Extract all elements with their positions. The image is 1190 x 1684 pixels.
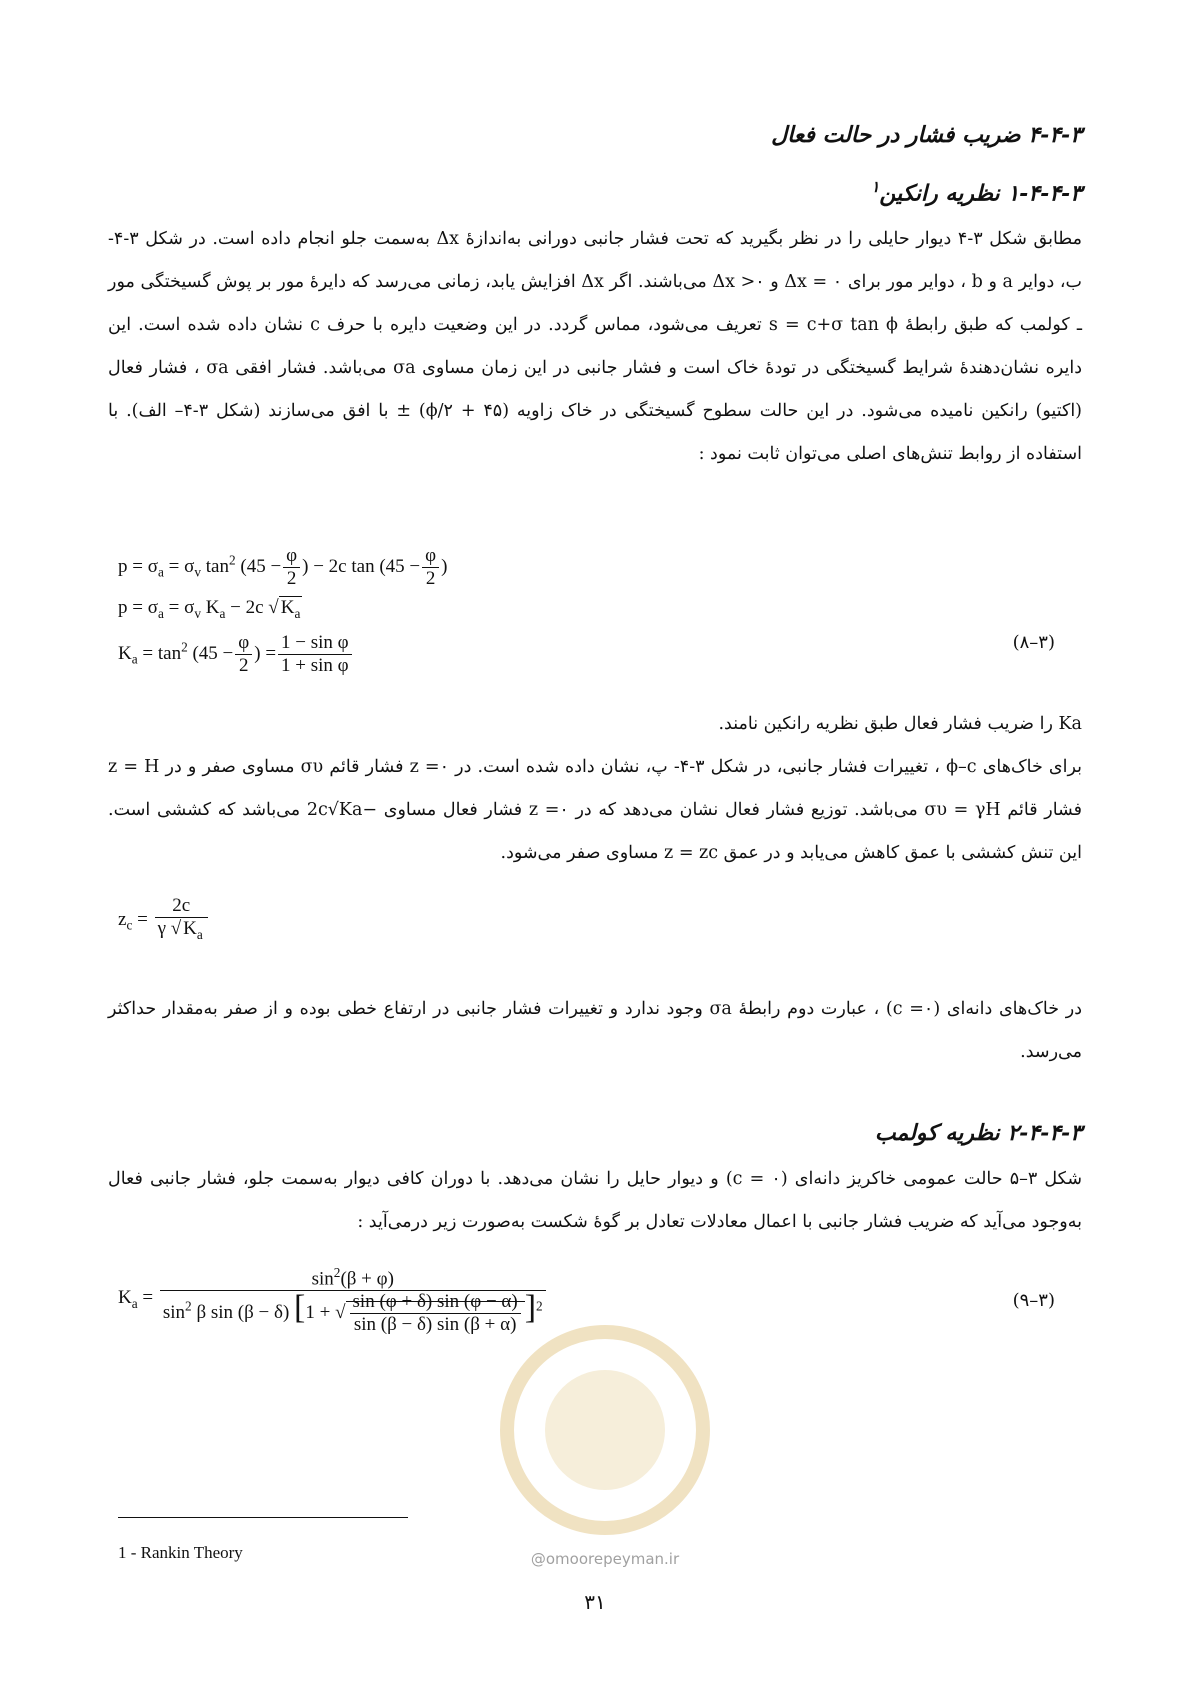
- subsection-heading-rankine: [871, 178, 1082, 206]
- equation-8-line1: $p = \sigma_a = \sigma_v$ $\tan^2 (45$ − $\frac{\varphi}{2}$ ) − 2c tan (45 − $\frac{\varphi}{2}$ ): [118, 545, 448, 589]
- equation-zc: $z_c$ = $\frac{2c}{\gamma √ K_a}$: [118, 895, 210, 946]
- equation-number-8: (۸–۳): [1012, 632, 1055, 653]
- equation-8-line3: $K_a = \tan^2 (45$ − $\frac{\varphi}{2}$ ) = $\frac{\text{1 − sin φ}}{\text{1 + sin φ}}$: [118, 632, 354, 677]
- footnote-ref: ۱: [871, 178, 880, 196]
- paragraph-rankine-intro: مطابق شکل ۳-۴ دیوار حایلی را در نظر بگیرید که تحت فشار جانبی دورانی به‌اندازهٔ Δx به‌سمت جلو انجام داده است. در شکل ۳-۴- ب، دوایر a و b ، دوایر مور برای Δx = ۰ و Δx >۰ می‌باشند. اگر Δx افزایش یابد، زمانی می‌رسد که دایرهٔ مور بر پوش گسیختگی مور ـ کولمب که طبق رابطهٔ s = c+σ tan ϕ تعریف می‌شود، مماس گردد. در این وضعیت دایره با حرف c نشان داده شده است. این دایره نشان‌دهندهٔ شرایط گسیختگی در تودهٔ خاک است و فشار جانبی در این زمان مساوی σa می‌باشد. فشار افقی σa ، فشار فعال (اکتیو) رانکین نامیده می‌شود. در این حالت سطوح گسیختگی در خاک زاویه (۴۵ + ϕ/۲) ± با افق می‌سازند (شکل ۳-۴– الف). با استفاده از روابط تنش‌های اصلی می‌توان ثابت نمود :: [108, 229, 1083, 464]
- paragraph-granular-soils: در خاک‌های دانه‌ای (c =۰) ، عبارت دوم رابطهٔ σa وجود ندارد و تغییرات فشار جانبی در ارتفاع خطی بوده و از صفر به‌مقدار حداکثر می‌رسد.: [108, 999, 1082, 1062]
- heading-text: ۱-۴-۴-۳ نظریه رانکین: [879, 180, 1082, 207]
- footnote-divider: [118, 1517, 408, 1518]
- equation-9: $K_a$ = $\sin^2(\beta + \varphi)$ $\sin^2 \beta$ sin (β − δ) [1 + √ $\frac{\sin (\varphi + \delta) \sin (\varphi - \alpha)}{\sin (\beta - \delta) \sin (\beta + \alpha)}$ ]$^2$: [118, 1262, 548, 1336]
- paragraph-coulomb-intro: شکل ۳–۵ حالت عمومی خاکریز دانه‌ای (c = ۰) و دیوار حایل را نشان می‌دهد. با دوران کافی دیوار به‌سمت جلو، فشار جانبی فعال به‌وجود می‌آید که ضریب فشار جانبی با اعمال معادلات تعادل بر گوهٔ شکست به‌صورت زیر درمی‌آید :: [108, 1169, 1082, 1232]
- section-heading: ۴-۴-۳ ضریب فشار در حالت فعال: [771, 122, 1082, 148]
- paragraph-c-phi-soils: برای خاک‌های ϕ–c ، تغییرات فشار جانبی، در شکل ۳-۴- پ، نشان داده شده است. در z =۰ فشار قائم συ مساوی صفر و در z = H فشار قائم συ = γH می‌باشد. توزیع فشار فعال نشان می‌دهد که در z =۰ فشار فعال مساوی −2c√Ka می‌باشد که کششی است. این تنش کششی با عمق کاهش می‌یابد و در عمق z = zc مساوی صفر می‌شود.: [108, 757, 1083, 863]
- subsection-heading-coulomb: ۲-۴-۴-۳ نظریه کولمب: [874, 1120, 1082, 1146]
- footnote: 1 - Rankin Theory: [118, 1543, 243, 1562]
- page-number: ۳۱: [584, 1590, 606, 1614]
- watermark-text: @omoorepeyman.ir: [530, 1550, 680, 1568]
- paragraph-ka-definition: Ka را ضریب فشار فعال طبق نظریه رانکین نامند.: [718, 714, 1082, 734]
- equation-number-9: (۹–۳): [1012, 1290, 1055, 1311]
- watermark-emblem-icon: [545, 1370, 665, 1490]
- equation-8-line2: $p = \sigma_a = \sigma_v$ $K_a - 2c$ √ $K_a$: [118, 597, 301, 621]
